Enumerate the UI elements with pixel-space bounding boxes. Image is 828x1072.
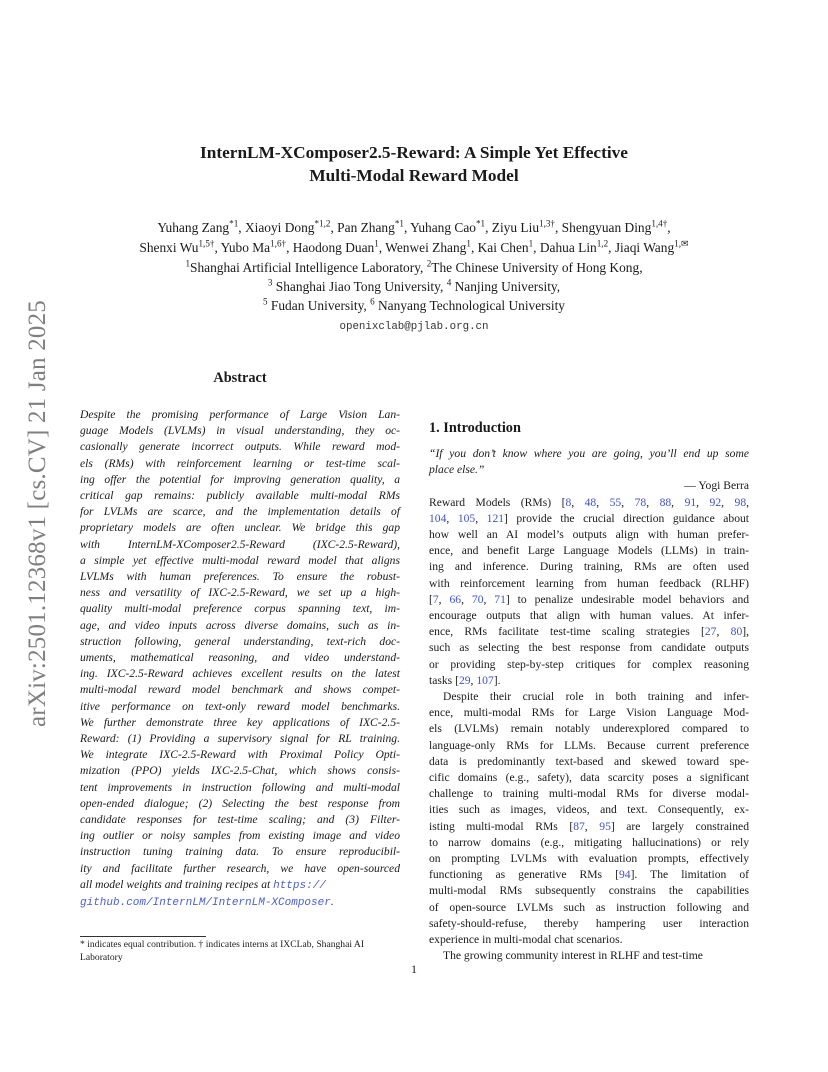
abstract-line: We further demonstrate three key applications of IXC-2.5-: [80, 715, 400, 729]
intro-text-line: [429, 689, 749, 705]
intro-text-segment: ,: [438, 592, 450, 606]
author-affiliation-mark: *1: [394, 218, 404, 229]
abstract-line: We integrate IXC-2.5-Reward with Proximal Policy Opti-: [80, 748, 400, 762]
contact-email[interactable]: openixclab@pjlab.org.cn: [339, 321, 489, 333]
epigraph-attribution: — Yogi Berra: [684, 479, 749, 493]
author-list-line-1: Yuhang Zang$^{*1}$, Xiaoyi Dong$^{*1,2}$, Pan Zhang$^{*1}$, Yuhang Cao$^{*1}$, Ziyu Liu$^{1,3\dagger}$, Shengyuan Ding$^{1,4\dagger}$,: [157, 218, 671, 235]
intro-text-line: [429, 819, 749, 835]
intro-text-line: [429, 835, 749, 851]
citation-link[interactable]: 7: [432, 592, 439, 606]
citation-link[interactable]: 78: [634, 495, 647, 509]
citation-link[interactable]: 55: [609, 495, 622, 509]
repository-url-link-continued[interactable]: github.com/InternLM/InternLM-XComposer: [80, 897, 331, 910]
affiliation-text: Shanghai Jiao Tong University,: [272, 279, 447, 294]
author-name: Jiaqi Wang: [614, 240, 675, 255]
affiliation-number: 5: [263, 296, 268, 307]
intro-text-segment: Reward Models (RMs) [: [429, 495, 566, 509]
citation-link[interactable]: 27: [704, 625, 717, 639]
abstract-line: casionally generate incorrect outputs. While reward mod-: [80, 440, 400, 454]
intro-text-line: [429, 673, 749, 689]
author-name: Wenwei Zhang: [385, 240, 467, 255]
intro-text-line: [429, 786, 749, 802]
abstract-line: tent improvements in instruction following and multi-modal: [80, 780, 400, 794]
intro-text-line: [429, 495, 749, 511]
intro-text-line: [429, 738, 749, 754]
intro-text-line: [429, 770, 749, 786]
abstract-heading: Abstract: [213, 370, 267, 386]
citation-link[interactable]: 70: [471, 592, 484, 606]
intro-text-segment: ,: [571, 495, 585, 509]
affiliation-line-3: [60, 296, 768, 315]
citation-link[interactable]: 98: [734, 495, 747, 509]
arxiv-identifier-stamp: arXiv:2501.12368v1 [cs.CV] 21 Jan 2025: [24, 300, 51, 727]
abstract-line: multi-modal reward model benchmark and shows compet-: [80, 683, 400, 697]
author-name: Pan Zhang: [337, 220, 395, 235]
intro-text-segment: ,: [470, 673, 477, 687]
abstract-line: proprietary models are often unclear. We bridge this gap: [80, 521, 400, 535]
author-separator: ,: [608, 240, 615, 255]
abstract-line: ing offer the potential for improving generation quality, a: [80, 472, 400, 486]
author-separator: ,: [378, 240, 386, 255]
author-name: Xiaoyi Dong: [244, 220, 315, 235]
abstract-line: Reward: (1) Providing a supervisory signal for RL training.: [80, 732, 400, 746]
affiliation-number: 6: [370, 296, 375, 307]
author-name: Yuhang Zang: [157, 220, 230, 235]
intro-text-segment: ,: [461, 592, 472, 606]
author-name: Yubo Ma: [220, 240, 271, 255]
intro-text-line: [429, 754, 749, 770]
author-name: Kai Chen: [477, 240, 529, 255]
intro-text-segment: to narrow domains (e.g., mitigating hallucinations) or rely: [429, 835, 749, 849]
author-separator: ,: [286, 240, 293, 255]
epigraph-quote-line-2: place else.”: [429, 463, 485, 477]
author-separator: ,: [554, 220, 562, 235]
intro-text-segment: ] are largely constrained: [610, 819, 749, 833]
intro-text-segment: of open-source LVLMs such as instruction following and: [429, 900, 749, 914]
intro-text-line: [429, 527, 749, 543]
abstract-line: ness and versatility of IXC-2.5-Reward, we set up a high-: [80, 586, 400, 600]
intro-text-line: [429, 559, 749, 575]
abstract-url-line: [80, 894, 400, 911]
citation-link[interactable]: 105: [457, 511, 476, 525]
intro-text-segment: ,: [696, 495, 710, 509]
intro-text-segment: isting multi-modal RMs [: [429, 819, 574, 833]
author-affiliation-mark: 1,✉: [674, 238, 689, 249]
author-separator: ,: [238, 220, 245, 235]
abstract-line: instruction tuning training data. To ensure reproducibil-: [80, 845, 400, 859]
intro-text-segment: ence, RMs facilitate test-time scaling strategies [: [429, 625, 705, 639]
affiliation-line-1: [60, 258, 768, 277]
footnote-divider: [80, 936, 206, 937]
intro-text-segment: functioning as generative RMs [: [429, 868, 619, 882]
citation-link[interactable]: 48: [584, 495, 597, 509]
intro-text-segment: ,: [596, 495, 610, 509]
intro-text-segment: ,: [716, 625, 731, 639]
paper-title-line-1: InternLM-XComposer2.5-Reward: A Simple Yet Effective: [200, 143, 628, 162]
citation-link[interactable]: 88: [659, 495, 672, 509]
intro-text-line: [429, 657, 749, 673]
intro-text-line: [429, 851, 749, 867]
abstract-last-line: [80, 877, 400, 894]
author-separator: ,: [214, 240, 221, 255]
author-affiliation-mark: 1,5†: [198, 238, 215, 249]
intro-text-segment: ,: [621, 495, 635, 509]
citation-link[interactable]: 29: [458, 673, 471, 687]
abstract-line: age, and video inputs across diverse domains, such as in-: [80, 618, 400, 632]
epigraph-quote-line-1: “If you don’t know where you are going, you’ll end up some: [429, 447, 749, 460]
intro-text-line: [429, 867, 749, 883]
intro-text-line: [429, 721, 749, 737]
affiliation-text: Nanjing University,: [451, 279, 561, 294]
abstract-line: a simple yet effective multi-modal reward model that aligns: [80, 553, 400, 567]
intro-text-line: [429, 916, 749, 932]
author-affiliation-mark: 1: [528, 238, 534, 249]
author-affiliation-mark: 1: [466, 238, 471, 249]
intro-text-segment: ,: [483, 592, 495, 606]
abstract-line: ing outlier or noisy samples from existing image and video: [80, 829, 400, 843]
intro-text-segment: [: [429, 592, 433, 606]
intro-text-segment: ing and inference. During training, RMs are often used: [429, 560, 749, 574]
intro-text-segment: data is predominantly text-based and skewed toward spe-: [429, 754, 749, 768]
intro-text-line: [429, 802, 749, 818]
intro-text-segment: ,: [646, 495, 660, 509]
intro-text-line: [429, 576, 749, 592]
author-name: Dahua Lin: [539, 240, 597, 255]
footnote-line-1: * indicates equal contribution. † indicates interns at IXCLab, Shanghai AI: [80, 939, 365, 950]
intro-paragraph-2: [429, 689, 749, 948]
affiliation-text: Shanghai Artificial Intelligence Laboratory,: [190, 260, 427, 275]
intro-text-segment: or providing step-by-step critiques for complex reasoning: [429, 657, 749, 671]
intro-text-line: [429, 705, 749, 721]
intro-text-segment: ] provide the crucial direction guidance about: [504, 511, 750, 525]
introduction-body: [429, 446, 749, 965]
intro-text-segment: ,: [475, 511, 487, 525]
affiliation-line-2: [60, 277, 768, 296]
citation-link[interactable]: 80: [730, 625, 743, 639]
abstract-line: els (RMs) with reinforcement learning or test-time scal-: [80, 456, 400, 470]
intro-text-line: [429, 543, 749, 559]
citation-link[interactable]: 92: [709, 495, 722, 509]
abstract-line: itive performance on text-only reward model benchmarks.: [80, 699, 400, 713]
author-separator: ,: [485, 220, 492, 235]
intro-text-line: [429, 511, 749, 527]
intro-text-segment: ,: [671, 495, 685, 509]
intro-text-segment: ],: [742, 625, 749, 639]
repository-url-link[interactable]: https://: [273, 879, 326, 892]
affiliation-text: Nanyang Technological University: [374, 298, 565, 313]
abstract-line: uments, mathematical reasoning, and video understand-: [80, 651, 400, 665]
author-affiliation-mark: *1: [475, 218, 486, 229]
abstract-line: quality multi-modal preference corpus spanning text, im-: [80, 602, 400, 616]
intro-text-segment: safety-should-refuse, thereby hampering user interaction: [429, 916, 749, 930]
intro-paragraph-3-start: The growing community interest in RLHF and test-time: [443, 949, 703, 963]
author-separator: ,: [403, 220, 411, 235]
intro-text-segment: tasks [: [429, 673, 459, 687]
abstract-tail-text: all model weights and training recipes at: [80, 877, 274, 891]
abstract-end-period: .: [330, 895, 334, 909]
footnote-line-2: Laboratory: [80, 952, 123, 963]
intro-text-segment: Despite their crucial role in both training and infer-: [443, 690, 749, 704]
intro-text-segment: challenge to training multi-modal RMs for diverse modal-: [429, 787, 749, 801]
abstract-line: with InternLM-XComposer2.5-Reward (IXC-2.5-Reward),: [80, 537, 400, 551]
intro-text-segment: cific domains (e.g., safety), data scarcity poses a significant: [429, 771, 749, 785]
introduction-heading: 1. Introduction: [429, 420, 521, 436]
affiliation-number: 3: [267, 277, 273, 288]
author-affiliation-mark: *1,2: [314, 218, 331, 229]
affiliation-number: 1: [185, 258, 190, 269]
abstract-line: open-ended dialogue; (2) Selecting the best response from: [80, 796, 400, 810]
intro-text-segment: ].: [493, 673, 501, 687]
citation-link[interactable]: 8: [565, 495, 572, 509]
affiliation-number: 2: [426, 258, 432, 269]
intro-text-line: [429, 900, 749, 916]
author-affiliation-mark: 1,4†: [651, 218, 668, 229]
intro-text-line: [429, 640, 749, 656]
citation-link[interactable]: 104: [429, 511, 447, 525]
author-name: Shenxi Wu: [139, 240, 199, 255]
intro-text-segment: such as selecting the best response from candidate outputs: [429, 641, 749, 655]
intro-text-line: [429, 624, 749, 640]
intro-text-segment: ,: [584, 819, 600, 833]
author-separator: ,: [330, 220, 338, 235]
intro-text-line: [429, 883, 749, 899]
intro-text-segment: ,: [746, 495, 750, 509]
affiliation-number: 4: [446, 277, 452, 288]
author-separator: ,: [470, 240, 478, 255]
abstract-line: LVLMs with human preferences. To ensure the robust-: [80, 570, 400, 584]
author-affiliation-mark: 1: [374, 238, 379, 249]
intro-text-segment: encourage outputs that align with human values. At infer-: [429, 609, 749, 623]
citation-link[interactable]: 121: [486, 511, 505, 525]
intro-text-segment: ,: [446, 511, 458, 525]
abstract-line: mization (PPO) yields IXC-2.5-Chat, which shows consis-: [80, 764, 400, 778]
author-name: Haodong Duan: [292, 240, 375, 255]
author-name: Yuhang Cao: [410, 220, 476, 235]
citation-link[interactable]: 107: [476, 673, 494, 687]
intro-text-segment: ence, multi-modal RMs for Large Vision Language Mod-: [429, 706, 749, 720]
intro-text-segment: multi-modal RMs subsequently constrains the capabilities: [429, 884, 749, 898]
intro-text-segment: with reinforcement learning from human feedback (RLHF): [429, 576, 749, 590]
author-affiliation-mark: 1,2: [596, 238, 609, 249]
author-affiliation-mark: *1: [229, 218, 239, 229]
citation-link[interactable]: 71: [494, 592, 506, 606]
intro-text-segment: ities such as images, videos, and text. Consequently, ex-: [429, 803, 749, 817]
author-separator: ,: [533, 240, 540, 255]
citation-link[interactable]: 66: [449, 592, 462, 606]
citation-link[interactable]: 87: [573, 819, 585, 833]
abstract-line: ing. IXC-2.5-Reward achieves excellent results on the latest: [80, 667, 400, 681]
intro-text-segment: ]. The limitation of: [630, 868, 749, 882]
intro-text-segment: ence, and benefit Large Language Models (LLMs) in train-: [429, 544, 749, 558]
abstract-line: Despite the promising performance of Large Vision Lan-: [80, 408, 400, 421]
author-list-line-2: [60, 238, 768, 257]
abstract-line: candidate responses for test-time scaling; and (3) Filter-: [80, 813, 400, 827]
abstract-line: struction following, general understanding, text-rich doc-: [80, 634, 400, 648]
author-name: Shengyuan Ding: [561, 220, 652, 235]
author-name: Ziyu Liu: [491, 220, 540, 235]
intro-text-line: [429, 932, 749, 948]
abstract-line: guage Models (LVLMs) in visual understanding, they oc-: [80, 424, 400, 438]
citation-link[interactable]: 94: [618, 868, 631, 882]
intro-text-segment: ] to penalize undesirable model behaviors and: [505, 592, 750, 606]
abstract-line: ity and facilitate further research, we have open-sourced: [80, 861, 400, 875]
intro-text-line: [429, 592, 749, 608]
affiliation-text: Fudan University,: [267, 298, 371, 313]
intro-text-segment: on prompting LVLMs with evaluation prompts, effectively: [429, 852, 749, 866]
author-affiliation-mark: 1,6†: [270, 238, 287, 249]
abstract-line: for LVLMs are scarce, and the implementation details of: [80, 505, 400, 519]
intro-text-segment: language-only RMs for LLMs. Because current preference: [429, 738, 749, 752]
citation-link[interactable]: 91: [684, 495, 697, 509]
abstract-line: critical gap remains: publicly available multi-modal RMs: [80, 489, 400, 503]
paper-title-line-2: Multi-Modal Reward Model: [309, 166, 519, 185]
intro-text-line: [429, 608, 749, 624]
footnote: [80, 938, 400, 964]
abstract-body: [80, 407, 400, 911]
intro-text-segment: how well an AI model’s outputs align with human prefer-: [429, 528, 749, 542]
page-number: 1: [411, 962, 417, 976]
intro-text-segment: els (LVLMs) remain notably underexplored compared to: [429, 722, 749, 736]
author-affiliation-mark: 1,3†: [539, 218, 555, 229]
intro-text-segment: ,: [721, 495, 735, 509]
intro-paragraph-1: [429, 495, 749, 689]
intro-text-segment: experience in multi-modal chat scenarios.: [429, 933, 623, 947]
citation-link[interactable]: 95: [599, 819, 611, 833]
affiliation-text: The Chinese University of Hong Kong,: [431, 260, 643, 275]
